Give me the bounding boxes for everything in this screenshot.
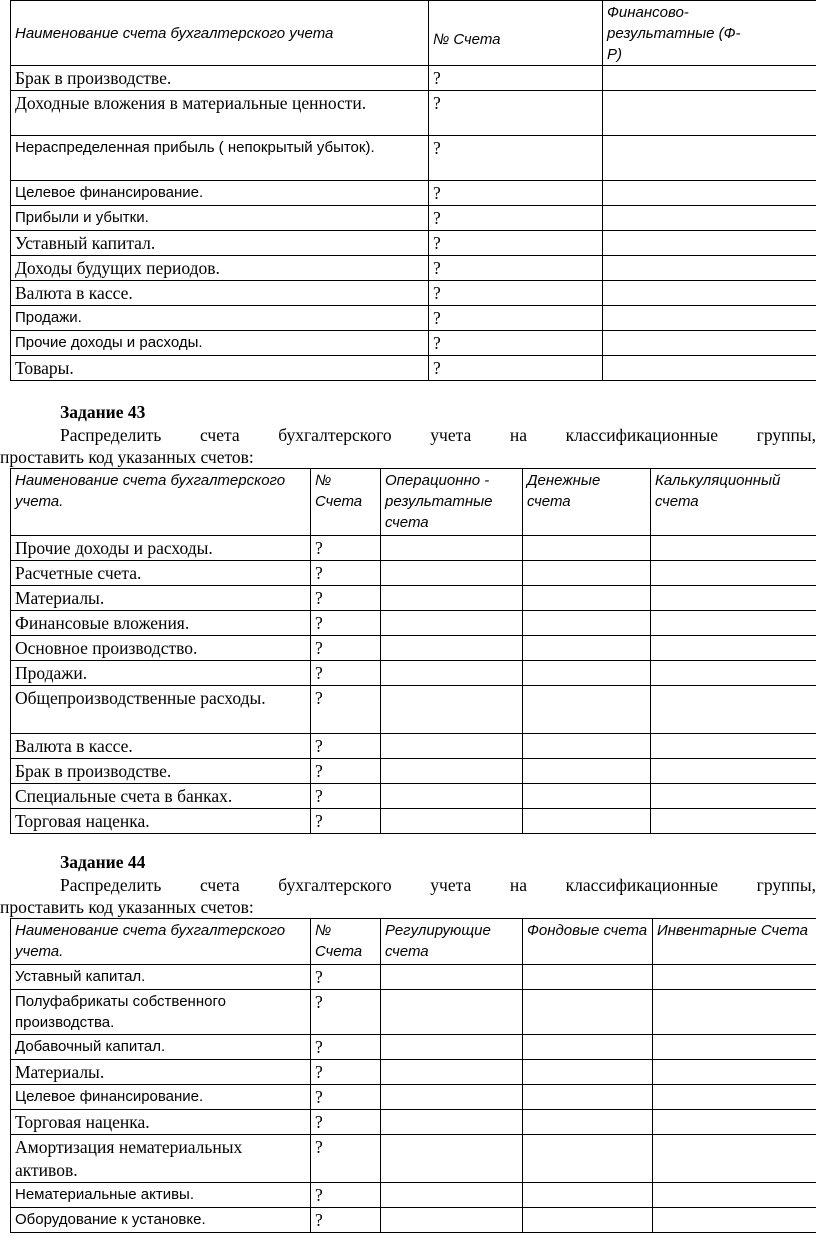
table-row [11, 1183, 816, 1208]
table-row [11, 331, 816, 356]
table-row [11, 91, 816, 136]
account-number-cell[interactable]: ? [311, 1110, 381, 1135]
table-row [11, 1110, 816, 1135]
account-number-cell[interactable]: ? [429, 136, 603, 181]
classification-cell[interactable] [603, 306, 816, 331]
classification-cell[interactable] [381, 1208, 523, 1233]
classification-cell[interactable] [653, 1135, 816, 1183]
classification-cell[interactable] [651, 536, 816, 561]
account-number-cell[interactable]: ? [429, 231, 603, 256]
account-number-cell[interactable]: ? [311, 686, 381, 734]
header-fr [603, 1, 816, 66]
classification-cell[interactable] [523, 1035, 653, 1060]
account-name-cell: Доходные вложения в материальные ценности. [11, 91, 429, 136]
account-name-cell: Материалы. [11, 586, 311, 611]
account-name-cell: Нераспределенная прибыль ( непокрытый убыток). [11, 136, 429, 181]
classification-cell[interactable] [651, 636, 816, 661]
classification-cell[interactable] [651, 611, 816, 636]
header-monetary: Денежные счета [523, 469, 651, 536]
classification-cell[interactable] [523, 759, 651, 784]
classification-cell[interactable] [523, 636, 651, 661]
account-number-cell[interactable]: ? [311, 809, 381, 834]
account-name-cell: Прочие доходы и расходы. [11, 536, 311, 561]
classification-cell[interactable] [381, 784, 523, 809]
classification-cell[interactable] [523, 1135, 653, 1183]
account-number-cell[interactable]: ? [429, 306, 603, 331]
classification-cell[interactable] [381, 536, 523, 561]
account-name-cell: Прочие доходы и расходы. [11, 331, 429, 356]
classification-cell[interactable] [523, 536, 651, 561]
classification-cell[interactable] [381, 636, 523, 661]
table-accounts-fr [10, 0, 816, 381]
account-number-cell[interactable]: ? [311, 586, 381, 611]
classification-cell[interactable] [381, 1035, 523, 1060]
task-44-title: Задание 44 [60, 852, 146, 872]
account-name-cell: Брак в производстве. [11, 66, 429, 91]
header-account-number: № Счета [429, 1, 603, 66]
classification-cell[interactable] [381, 611, 523, 636]
account-name-cell: Нематериальные активы. [11, 1183, 311, 1208]
classification-cell[interactable] [603, 66, 816, 91]
classification-cell[interactable] [381, 1135, 523, 1183]
table-row [11, 586, 816, 611]
classification-cell[interactable] [381, 734, 523, 759]
account-name-cell: Торговая наценка. [11, 809, 311, 834]
table-row [11, 536, 816, 561]
account-name-cell: Целевое финансирование. [11, 181, 429, 206]
account-number-cell[interactable]: ? [311, 636, 381, 661]
account-name-cell: Доходы будущих периодов. [11, 256, 429, 281]
account-name-cell: Полуфабрикаты собственного производства. [11, 990, 311, 1035]
classification-cell[interactable] [653, 1060, 816, 1085]
classification-cell[interactable] [653, 965, 816, 990]
classification-cell[interactable] [523, 990, 653, 1035]
classification-cell[interactable] [653, 1085, 816, 1110]
table-row [11, 206, 816, 231]
account-name-cell: Уставный капитал. [11, 965, 311, 990]
account-number-cell[interactable]: ? [429, 206, 603, 231]
task-44-text-line2: проставить код указанных счетов: [0, 897, 254, 917]
task-44-text-line1: Распределить счета бухгалтерского учета на классификационные группы, [60, 875, 816, 895]
header-regulating: Регулирующие счета [381, 919, 523, 965]
table-row [11, 356, 816, 381]
header-account-number: № Счета [311, 919, 381, 965]
table-row [11, 809, 816, 834]
classification-cell[interactable] [523, 1183, 653, 1208]
table-row [11, 686, 816, 734]
table-accounts-44 [10, 918, 816, 1233]
account-number-cell[interactable]: ? [311, 1060, 381, 1085]
classification-cell[interactable] [523, 784, 651, 809]
account-number-cell[interactable]: ? [311, 784, 381, 809]
account-name-cell: Материалы. [11, 1060, 311, 1085]
account-name-cell: Валюта в кассе. [11, 281, 429, 306]
table-header-row [11, 919, 816, 965]
account-number-cell[interactable]: ? [429, 356, 603, 381]
classification-cell[interactable] [523, 1208, 653, 1233]
classification-cell[interactable] [603, 181, 816, 206]
classification-cell[interactable] [381, 1110, 523, 1135]
table-row [11, 661, 816, 686]
classification-cell[interactable] [603, 206, 816, 231]
classification-cell[interactable] [651, 561, 816, 586]
classification-cell[interactable] [651, 586, 816, 611]
account-number-cell[interactable]: ? [311, 661, 381, 686]
task-43-text-line2: проставить код указанных счетов: [0, 447, 254, 467]
classification-cell[interactable] [381, 1085, 523, 1110]
classification-cell[interactable] [381, 759, 523, 784]
classification-cell[interactable] [603, 356, 816, 381]
account-number-cell[interactable]: ? [429, 66, 603, 91]
classification-cell[interactable] [523, 586, 651, 611]
account-number-cell[interactable]: ? [311, 1208, 381, 1233]
classification-cell[interactable] [651, 759, 816, 784]
header-fund: Фондовые счета [523, 919, 653, 965]
classification-cell[interactable] [651, 784, 816, 809]
account-name-cell: Специальные счета в банках. [11, 784, 311, 809]
classification-cell[interactable] [653, 1183, 816, 1208]
account-name-cell: Прибыли и убытки. [11, 206, 429, 231]
account-name-cell: Брак в производстве. [11, 759, 311, 784]
account-number-cell[interactable]: ? [429, 331, 603, 356]
table-row [11, 611, 816, 636]
table-row [11, 231, 816, 256]
table-row [11, 636, 816, 661]
account-number-cell[interactable]: ? [311, 536, 381, 561]
account-name-cell: Финансовые вложения. [11, 611, 311, 636]
classification-cell[interactable] [523, 965, 653, 990]
classification-cell[interactable] [381, 990, 523, 1035]
classification-cell[interactable] [603, 91, 816, 136]
table-row [11, 784, 816, 809]
table-row [11, 281, 816, 306]
account-name-cell: Уставный капитал. [11, 231, 429, 256]
table-header-row [11, 469, 816, 536]
table-row [11, 1060, 816, 1085]
table-row [11, 181, 816, 206]
task-43-text-line1: Распределить счета бухгалтерского учета на классификационные группы, [60, 425, 816, 445]
account-name-cell: Оборудование к установке. [11, 1208, 311, 1233]
task-43-title: Задание 43 [60, 402, 146, 422]
account-name-cell: Основное производство. [11, 636, 311, 661]
table-row [11, 66, 816, 91]
account-name-cell: Расчетные счета. [11, 561, 311, 586]
classification-cell[interactable] [381, 809, 523, 834]
account-name-cell: Товары. [11, 356, 429, 381]
account-number-cell[interactable]: ? [311, 1135, 381, 1183]
table-row [11, 1208, 816, 1233]
classification-cell[interactable] [523, 734, 651, 759]
table-row [11, 1135, 816, 1183]
header-operational: Операционно - результатные счета [381, 469, 523, 536]
account-number-cell[interactable]: ? [311, 965, 381, 990]
classification-cell[interactable] [653, 1110, 816, 1135]
table-row [11, 965, 816, 990]
account-number-cell[interactable]: ? [429, 91, 603, 136]
classification-cell[interactable] [603, 231, 816, 256]
classification-cell[interactable] [603, 331, 816, 356]
account-name-cell: Валюта в кассе. [11, 734, 311, 759]
account-number-cell[interactable]: ? [429, 281, 603, 306]
account-number-cell[interactable]: ? [311, 1085, 381, 1110]
account-name-cell: Целевое финансирование. [11, 1085, 311, 1110]
table-accounts-43 [10, 468, 816, 834]
classification-cell[interactable] [523, 686, 651, 734]
account-number-cell[interactable]: ? [311, 759, 381, 784]
account-number-cell[interactable]: ? [311, 611, 381, 636]
classification-cell[interactable] [523, 809, 651, 834]
classification-cell[interactable] [603, 136, 816, 181]
classification-cell[interactable] [651, 809, 816, 834]
header-account-number: № Счета [311, 469, 381, 536]
classification-cell[interactable] [523, 1060, 653, 1085]
table-row [11, 561, 816, 586]
classification-cell[interactable] [651, 661, 816, 686]
task-43-text [0, 424, 816, 468]
classification-cell[interactable] [603, 256, 816, 281]
classification-cell[interactable] [381, 686, 523, 734]
account-name-cell: Амортизация нематериальных активов. [11, 1135, 311, 1183]
classification-cell[interactable] [651, 686, 816, 734]
table-row [11, 136, 816, 181]
classification-cell[interactable] [523, 611, 651, 636]
table-row [11, 1085, 816, 1110]
account-name-cell: Общепроизводственные расходы. [11, 686, 311, 734]
classification-cell[interactable] [381, 1060, 523, 1085]
classification-cell[interactable] [603, 281, 816, 306]
classification-cell[interactable] [381, 561, 523, 586]
classification-cell[interactable] [651, 734, 816, 759]
classification-cell[interactable] [653, 1035, 816, 1060]
table-header-row [11, 1, 816, 66]
classification-cell[interactable] [381, 661, 523, 686]
classification-cell[interactable] [381, 586, 523, 611]
header-inventory: Инвентарные Счета [653, 919, 816, 965]
table-row [11, 256, 816, 281]
classification-cell[interactable] [381, 1183, 523, 1208]
task-44-text [0, 874, 816, 918]
header-account-name: Наименование счета бухгалтерского учета. [11, 919, 311, 965]
account-name-cell: Продажи. [11, 306, 429, 331]
account-name-cell: Торговая наценка. [11, 1110, 311, 1135]
table-row [11, 734, 816, 759]
classification-cell[interactable] [523, 661, 651, 686]
header-fr-text: Финансово-результатные (Ф-Р) [607, 4, 741, 63]
header-account-name: Наименование счета бухгалтерского учета [11, 1, 429, 66]
account-number-cell[interactable]: ? [311, 990, 381, 1035]
account-number-cell[interactable]: ? [429, 181, 603, 206]
classification-cell[interactable] [653, 990, 816, 1035]
account-number-cell[interactable]: ? [311, 1183, 381, 1208]
classification-cell[interactable] [381, 965, 523, 990]
account-name-cell: Добавочный капитал. [11, 1035, 311, 1060]
account-name-cell: Продажи. [11, 661, 311, 686]
table-row [11, 990, 816, 1035]
account-number-cell[interactable]: ? [311, 734, 381, 759]
table-row [11, 759, 816, 784]
account-number-cell[interactable]: ? [311, 561, 381, 586]
table-row [11, 1035, 816, 1060]
classification-cell[interactable] [523, 561, 651, 586]
classification-cell[interactable] [523, 1110, 653, 1135]
table-row [11, 306, 816, 331]
classification-cell[interactable] [653, 1208, 816, 1233]
header-account-name: Наименование счета бухгалтерского учета. [11, 469, 311, 536]
account-number-cell[interactable]: ? [311, 1035, 381, 1060]
classification-cell[interactable] [523, 1085, 653, 1110]
account-number-cell[interactable]: ? [429, 256, 603, 281]
header-calculation: Калькуляционный счета [651, 469, 816, 536]
